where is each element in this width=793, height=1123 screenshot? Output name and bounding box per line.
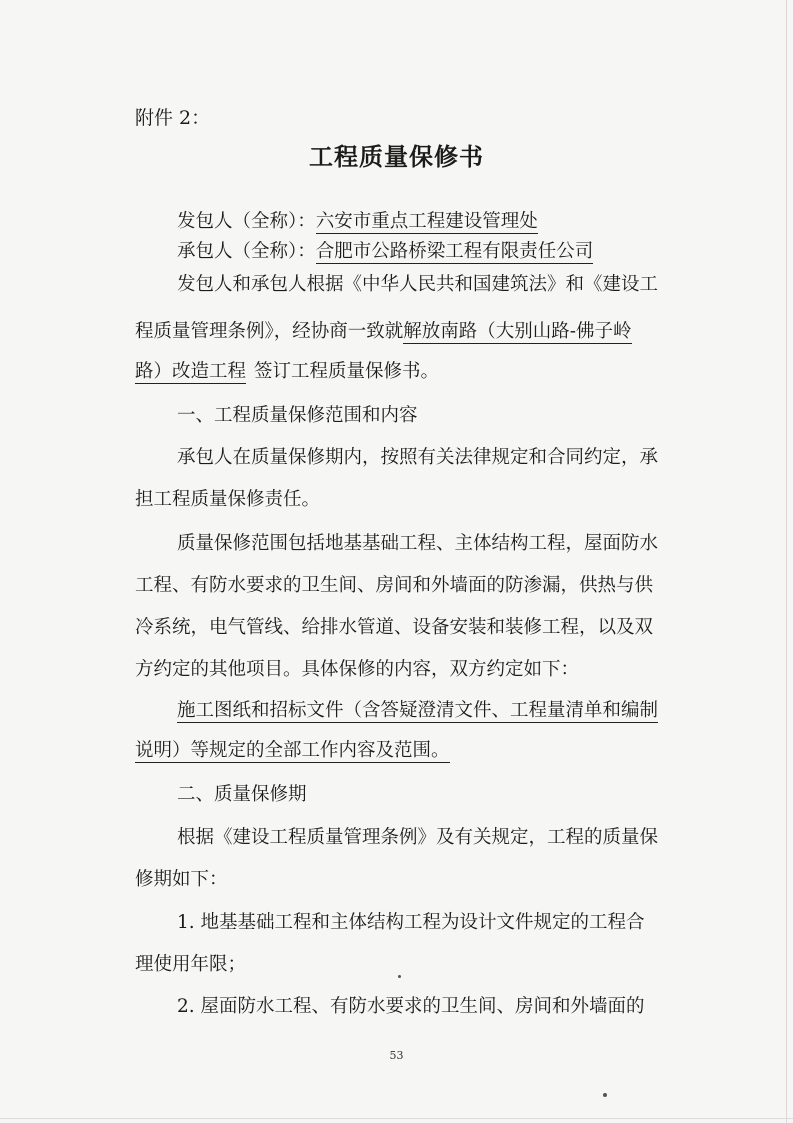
section1-p2-line-3: 冷系统，电气管线、给排水管道、设备安装和装修工程，以及双 [135, 617, 654, 638]
employer-name: 六安市重点工程建设管理处 [315, 211, 538, 232]
intro-line-3 [135, 360, 439, 384]
attachment-label: 附件 2： [135, 107, 211, 129]
section2-p1-line-2: 修期如下： [135, 869, 228, 890]
section2-p1-line-1: 根据《建设工程质量管理条例》及有关规定，工程的质量保 [177, 827, 659, 848]
section1-p3-line-2: 说明）等规定的全部工作内容及范围。 [135, 740, 450, 761]
section1-heading: 一、工程质量保修范围和内容 [177, 405, 418, 426]
scan-speck [398, 975, 401, 978]
page-title: 工程质量保修书 [309, 142, 484, 171]
section2-item1-line-2: 理使用年限； [135, 954, 247, 975]
intro-prefix: 程质量管理条例》，经协商一致就 [135, 321, 404, 342]
section1-p2-line-1: 质量保修范围包括地基基础工程、主体结构工程，屋面防水 [177, 533, 659, 554]
project-name-part-2: 路）改造工程 [135, 361, 247, 382]
contractor-line [177, 240, 593, 264]
intro-suffix: 签订工程质量保修书。 [254, 361, 440, 382]
scan-speck [603, 1093, 607, 1097]
section2-item1-line-1: 1. 地基基础工程和主体结构工程为设计文件规定的工程合 [177, 912, 645, 933]
section2-item2-line-1: 2. 屋面防水工程、有防水要求的卫生间、房间和外墙面的 [177, 996, 645, 1017]
intro-line-2 [135, 320, 632, 344]
intro-line-1: 发包人和承包人根据《中华人民共和国建筑法》和《建设工 [177, 274, 659, 295]
section1-p1-line-2: 担工程质量保修责任。 [135, 489, 321, 510]
contractor-label: 承包人（全称）： [177, 241, 316, 262]
contractor-name: 合肥市公路桥梁工程有限责任公司 [315, 241, 594, 262]
section2-heading: 二、质量保修期 [177, 784, 307, 805]
section1-p2-line-2: 工程、有防水要求的卫生间、房间和外墙面的防渗漏，供热与供 [135, 575, 654, 596]
section1-p2-line-4: 方约定的其他项目。具体保修的内容，双方约定如下： [135, 659, 580, 680]
section1-p1-line-1: 承包人在质量保修期内，按照有关法律规定和合同约定，承 [177, 447, 659, 468]
employer-label: 发包人（全称）： [177, 211, 316, 232]
page-number: 53 [389, 1049, 404, 1062]
employer-line [177, 210, 538, 234]
scan-edge-bottom [0, 1118, 793, 1119]
section1-p3-line-1: 施工图纸和招标文件（含答疑澄清文件、工程量清单和编制 [177, 700, 659, 721]
project-name-part-1: 解放南路（大别山路-佛子岭 [403, 321, 632, 342]
